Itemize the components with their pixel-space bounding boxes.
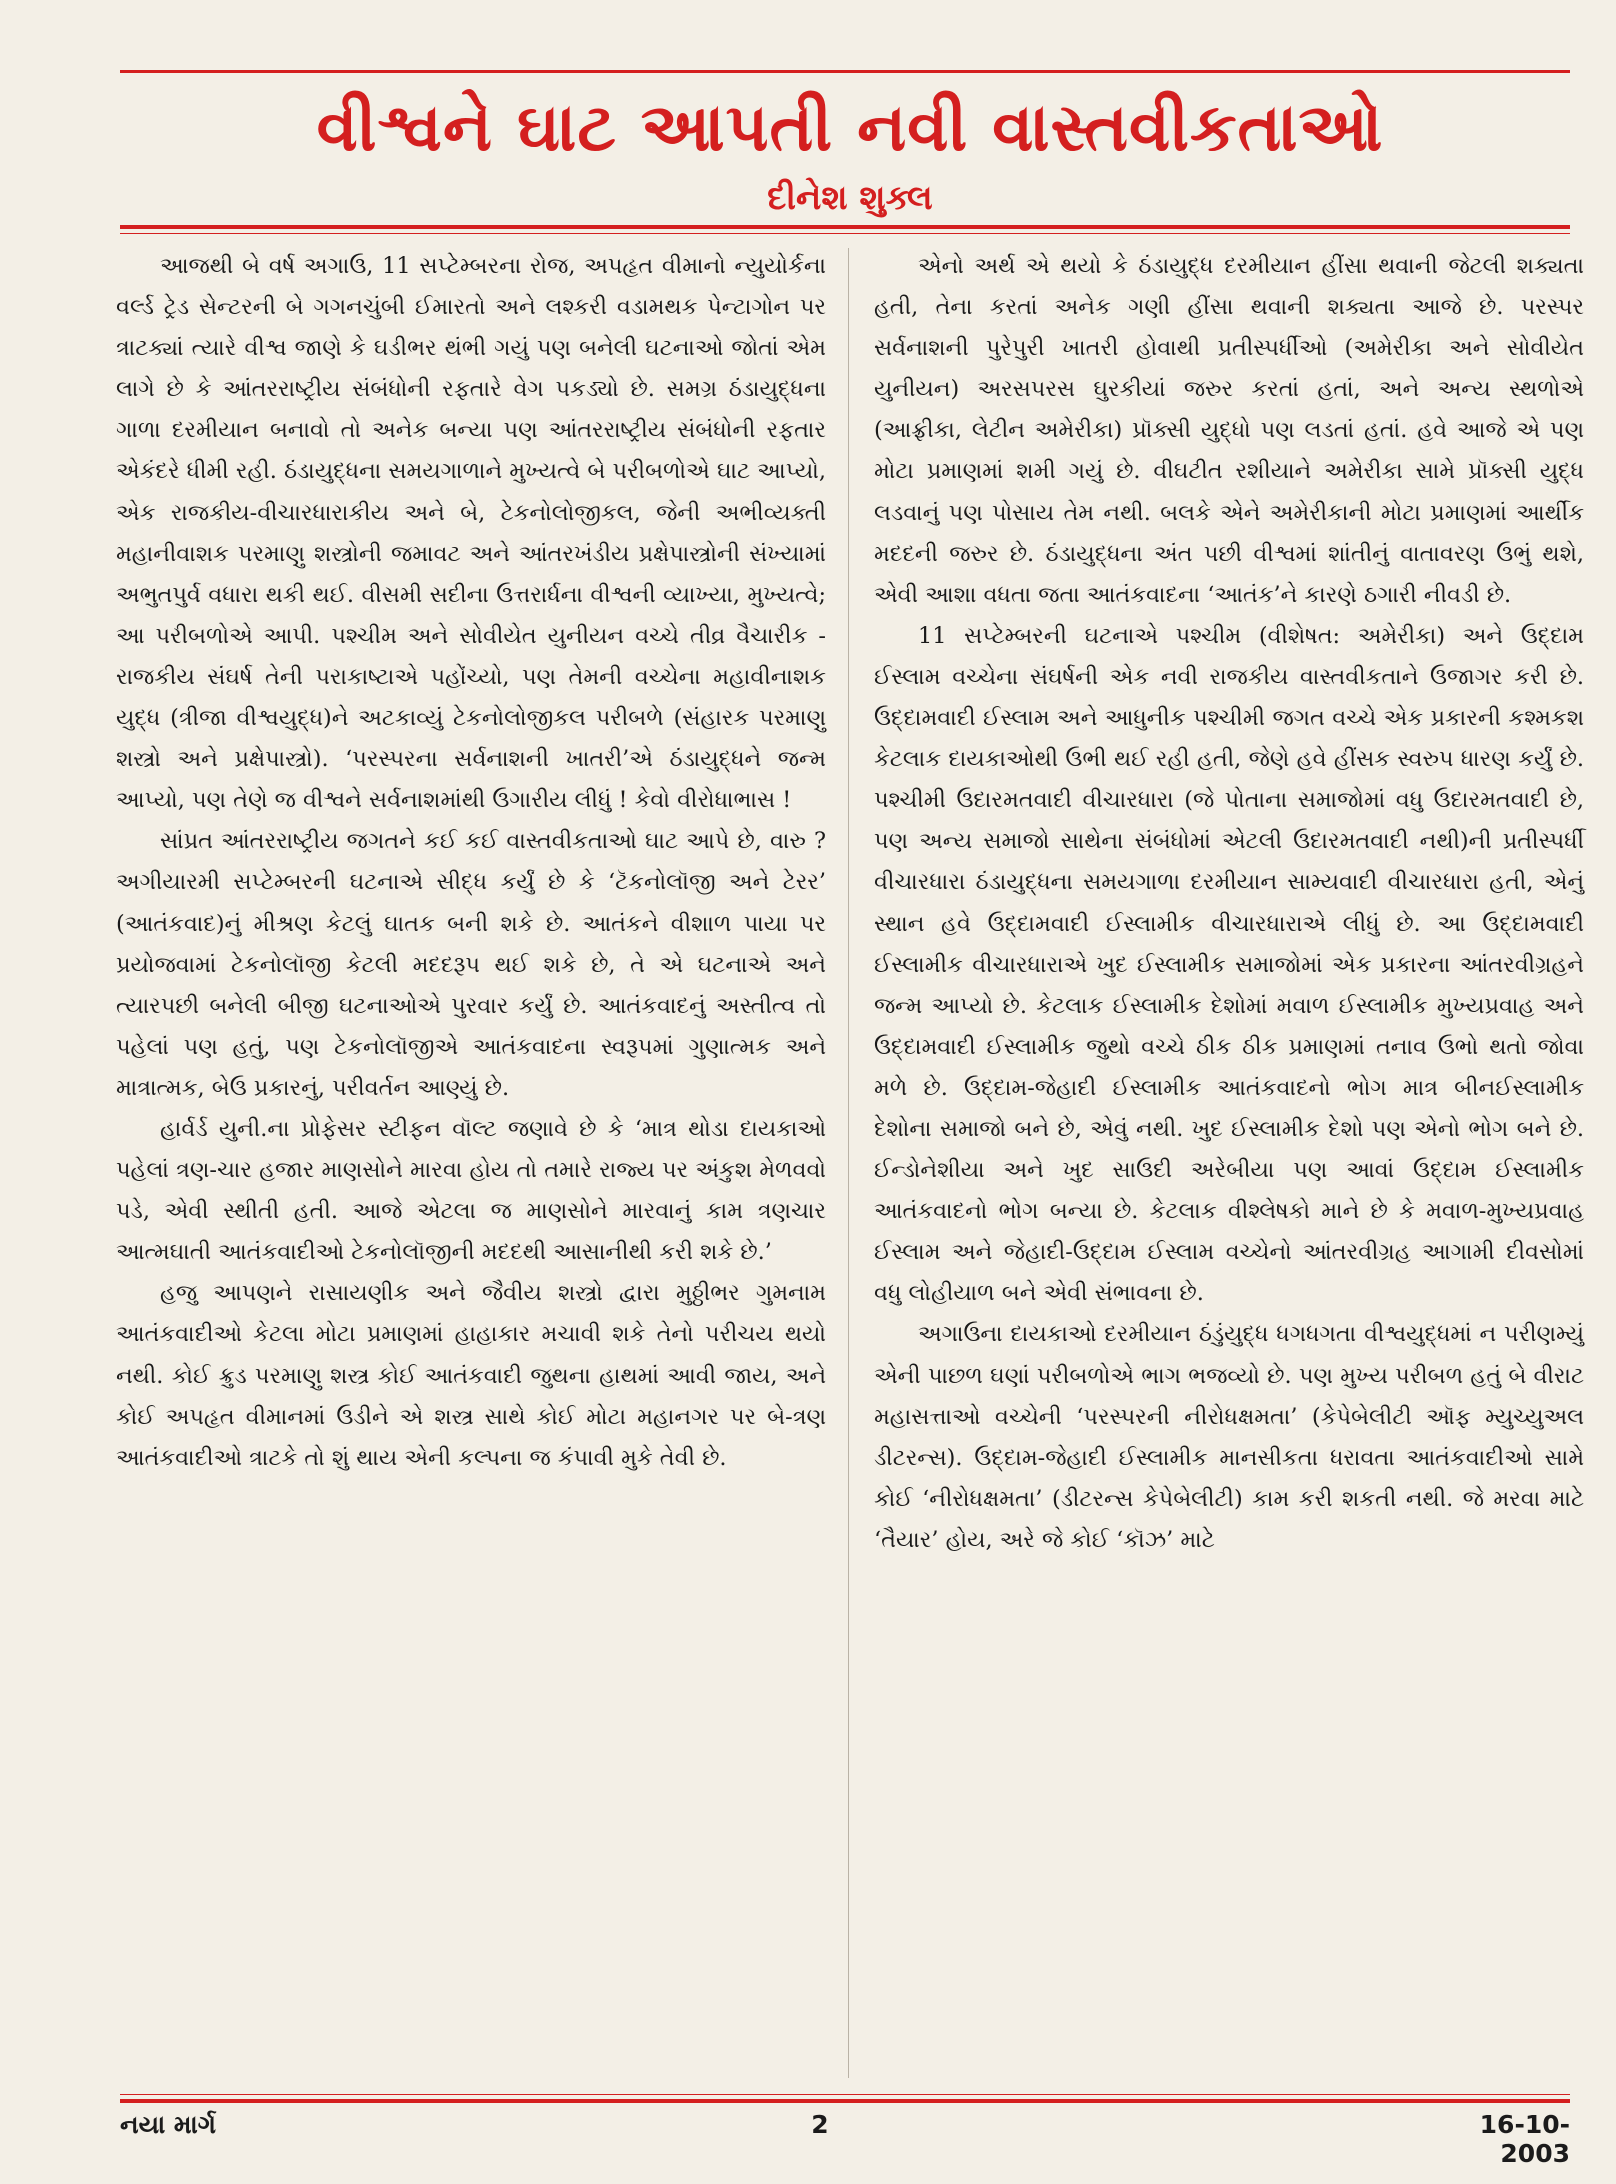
article-right-column xyxy=(874,246,1584,1561)
article-title: વીશ્વને ઘાટ આપતી નવી વાસ્તવીકતાઓ xyxy=(316,89,1384,166)
paragraph: 11 સપ્ટેમ્બરની ઘટનાએ પશ્ચીમ (વીશેષત: અમેરીકા) અને ઉદ્દામ ઈસ્લામ વચ્ચેના સંઘર્ષની એક નવી રાજકીય વાસ્તવીકતાને ઉજાગર કરી છે. ઉદ્દામવાદી ઈસ્લામ અને આધુનીક પશ્ચીમી જગત વચ્ચે એક પ્રકારની કશ્મકશ કેટલાક દાયકાઓથી ઉભી થઈ રહી હતી, જેણે હવે હીંસક સ્વરુપ ધારણ કર્યું છે. પશ્ચીમી ઉદારમતવાદી વીચારધારા (જે પોતાના સમાજોમાં વધુ ઉદારમતવાદી છે, પણ અન્ય સમાજો સાથેના સંબંધોમાં એટલી ઉદારમતવાદી નથી)ની પ્રતીસ્પર્ધી વીચારધારા ઠંડાયુદ્ધના સમયગાળા દરમીયાન સામ્યવાદી વીચારધારા હતી, એનું સ્થાન હવે ઉદ્દામવાદી ઈસ્લામીક વીચારધારાએ લીધું છે. આ ઉદ્દામવાદી ઈસ્લામીક વીચારધારાએ ખુદ ઈસ્લામીક સમાજોમાં એક પ્રકારના આંતરવીગ્રહને જન્મ આપ્યો છે. કેટલાક ઈસ્લામીક દેશોમાં મવાળ ઈસ્લામીક મુખ્યપ્રવાહ અને ઉદ્દામવાદી ઈસ્લામીક જુથો વચ્ચે ઠીક ઠીક પ્રમાણમાં તનાવ ઉભો થતો જોવા મળે છે. ઉદ્દામ-જેહાદી ઈસ્લામીક આતંકવાદનો ભોગ માત્ર બીનઈસ્લામીક દેશોના સમાજો બને છે, એવું નથી. ખુદ ઈસ્લામીક દેશો પણ એનો ભોગ બને છે. ઈન્ડોનેશીયા અને ખુદ સાઉદી અરેબીયા પણ આવાં ઉદ્દામ ઈસ્લામીક આતંકવાદનો ભોગ બન્યા છે. કેટલાક વીશ્લેષકો માને છે કે મવાળ-મુખ્યપ્રવાહ ઈસ્લામ અને જેહાદી-ઉદ્દામ ઈસ્લામ વચ્ચેનો આંતરવીગ્રહ આગામી દીવસોમાં વધુ લોહીયાળ બને એવી સંભાવના છે. xyxy=(874,622,1584,1307)
paragraph: અગાઉના દાયકાઓ દરમીયાન ઠંડુંયુદ્ધ ધગધગતા વીશ્વયુદ્ધમાં ન પરીણમ્યું એની પાછળ ઘણાં પરીબળોએ ભાગ ભજવ્યો છે. પણ મુખ્ય પરીબળ હતું બે વીરાટ મહાસત્તાઓ વચ્ચેની ‘પરસ્પરની નીરોધક્ષમતા’ (કેપેબેલીટી ઑફ મ્યુચ્યુઅલ ડીટરન્સ). ઉદ્દામ-જેહાદી ઈસ્લામીક માનસીકતા ધરાવતા આતંકવાદીઓ સામે કોઈ ‘નીરોધક્ષમતા’ (ડીટરન્સ કેપેબેલીટી) કામ કરી શકતી નથી. જે મરવા માટે ‘તૈયાર’ હોય, અરે જે કોઈ ‘કૉઝ’ માટે xyxy=(874,1321,1584,1553)
column-divider xyxy=(848,248,849,2078)
paragraph: હાર્વર્ડ યુની.ના પ્રોફેસર સ્ટીફન વૉલ્ટ જણાવે છે કે ‘માત્ર થોડા દાયકાઓ પહેલાં ત્રણ-ચાર હજાર માણસોને મારવા હોય તો તમારે રાજ્ય પર અંકુશ મેળવવો પડે, એવી સ્થીતી હતી. આજે એટલા જ માણસોને મારવાનું કામ ત્રણચાર આત્મઘાતી આતંકવાદીઓ ટેકનોલૉજીની મદદથી આસાનીથી કરી શકે છે.’ xyxy=(116,1115,826,1266)
article-author: દીનેશ શુક્લ xyxy=(767,178,933,218)
footer-rule-thin xyxy=(120,2094,1570,2095)
paragraph: સાંપ્રત આંતરરાષ્ટ્રીય જગતને કઈ કઈ વાસ્તવીકતાઓ ઘાટ આપે છે, વારુ ? અગીયારમી સપ્ટેમ્બરની ઘટનાએ સીદ્ધ કર્યું છે કે ‘ટૅકનોલૉજી અને ટેરર’ (આતંકવાદ)નું મીશ્રણ કેટલું ઘાતક બની શકે છે. આતંકને વીશાળ પાયા પર પ્રયોજવામાં ટેકનોલૉજી કેટલી મદદરૂપ થઈ શકે છે, તે એ ઘટનાએ અને ત્યારપછી બનેલી બીજી ઘટનાઓએ પુરવાર કર્યું છે. આતંકવાદનું અસ્તીત્વ તો પહેલાં પણ હતું, પણ ટેકનોલૉજીએ આતંકવાદના સ્વરૂપમાં ગુણાત્મક અને માત્રાત્મક, બેઉ પ્રકારનું, પરીવર્તન આણ્યું છે. xyxy=(116,828,826,1101)
header-rule-thick xyxy=(120,225,1570,229)
header-rule-thin xyxy=(120,233,1570,234)
paragraph: હજુ આપણને રાસાયણીક અને જૈવીય શસ્ત્રો દ્વારા મુઠ્ઠીભર ગુમનામ આતંકવાદીઓ કેટલા મોટા પ્રમાણમાં હાહાકાર મચાવી શકે તેનો પરીચય થયો નથી. કોઈ ક્રુડ પરમાણુ શસ્ત્ર કોઈ આતંકવાદી જુથના હાથમાં આવી જાય, અને કોઈ અપહૃત વીમાનમાં ઉડીને એ શસ્ત્ર સાથે કોઈ મોટા મહાનગર પર બે-ત્રણ આતંકવાદીઓ ત્રાટકે તો શું થાય એની કલ્પના જ કંપાવી મુકે તેવી છે. xyxy=(116,1280,826,1471)
footer-page-number: 2 xyxy=(811,2110,829,2139)
footer-publication-name: નયા માર્ગ xyxy=(120,2110,216,2139)
article-left-column xyxy=(116,246,826,1479)
paragraph: આજથી બે વર્ષ અગાઉ, 11 સપ્ટેમ્બરના રોજ, અપહૃત વીમાનો ન્યુયોર્કના વર્લ્ડ ટ્રેડ સેન્ટરની બે ગગનચુંબી ઈમારતો અને લશ્કરી વડામથક પેન્ટાગોન પર ત્રાટક્યાં ત્યારે વીશ્વ જાણે કે ઘડીભર થંભી ગયું પણ બનેલી ઘટનાઓ જોતાં એમ લાગે છે કે આંતરરાષ્ટ્રીય સંબંધોની રફતારે વેગ પકડ્યો છે. સમગ્ર ઠંડાયુદ્ધના ગાળા દરમીયાન બનાવો તો અનેક બન્યા પણ આંતરરાષ્ટ્રીય સંબંધોની રફતાર એકંદરે ધીમી રહી. ઠંડાયુદ્ધના સમયગાળાને મુખ્યત્વે બે પરીબળોએ ઘાટ આપ્યો, એક રાજકીય-વીચારધારાકીય અને બે, ટેકનોલોજીકલ, જેની અભીવ્યક્તી મહાનીવાશક પરમાણુ શસ્ત્રોની જમાવટ અને આંતરખંડીય પ્રક્ષેપાસ્ત્રોની સંખ્યામાં અભુતપુર્વ વધારા થકી થઈ. વીસમી સદીના ઉત્તરાર્ધના વીશ્વની વ્યાખ્યા, મુખ્યત્વે; આ પરીબળોએ આપી. પશ્ચીમ અને સોવીયેત યુનીયન વચ્ચે તીવ્ર વૈચારીક - રાજકીય સંઘર્ષ તેની પરાકાષ્ટાએ પહોંચ્યો, પણ તેમની વચ્ચેના મહાવીનાશક યુદ્ધ (ત્રીજા વીશ્વયુદ્ધ)ને અટકાવ્યું ટેકનોલોજીકલ પરીબળે (સંહારક પરમાણુ શસ્ત્રો અને પ્રક્ષેપાસ્ત્રો). ‘પરસ્પરના સર્વનાશની ખાતરી’એ ઠંડાયુદ્ધને જન્મ આપ્યો, પણ તેણે જ વીશ્વને સર્વનાશમાંથી ઉગારીય લીધું ! કેવો વીરોધાભાસ ! xyxy=(116,253,826,814)
footer-date: 16-10-2003 xyxy=(1479,2110,1570,2168)
top-rule xyxy=(120,70,1570,73)
paragraph: એનો અર્થ એ થયો કે ઠંડાયુદ્ધ દરમીયાન હીંસા થવાની જેટલી શક્યતા હતી, તેના કરતાં અનેક ગણી હીંસા થવાની શક્યતા આજે છે. પરસ્પર સર્વનાશની પુરેપુરી ખાતરી હોવાથી પ્રતીસ્પર્ધીઓ (અમેરીકા અને સોવીયેત યુનીયન) અરસપરસ ઘુરકીયાં જરુર કરતાં હતાં, અને અન્ય સ્થળોએ (આફ્રીકા, લેટીન અમેરીકા) પ્રૉક્સી યુદ્ધો પણ લડતાં હતાં. હવે આજે એ પણ મોટા પ્રમાણમાં શમી ગયું છે. વીઘટીત રશીયાને અમેરીકા સામે પ્રૉક્સી યુદ્ધ લડવાનું પણ પોસાય તેમ નથી. બલકે એને અમેરીકાની મોટા પ્રમાણમાં આર્થીક મદદની જરુર છે. ઠંડાયુદ્ધના અંત પછી વીશ્વમાં શાંતીનું વાતાવરણ ઉભું થશે, એવી આશા વધતા જતા આતંકવાદના ‘આતંક’ને કારણે ઠગારી નીવડી છે. xyxy=(874,253,1584,608)
footer-rule-thick xyxy=(120,2099,1570,2103)
